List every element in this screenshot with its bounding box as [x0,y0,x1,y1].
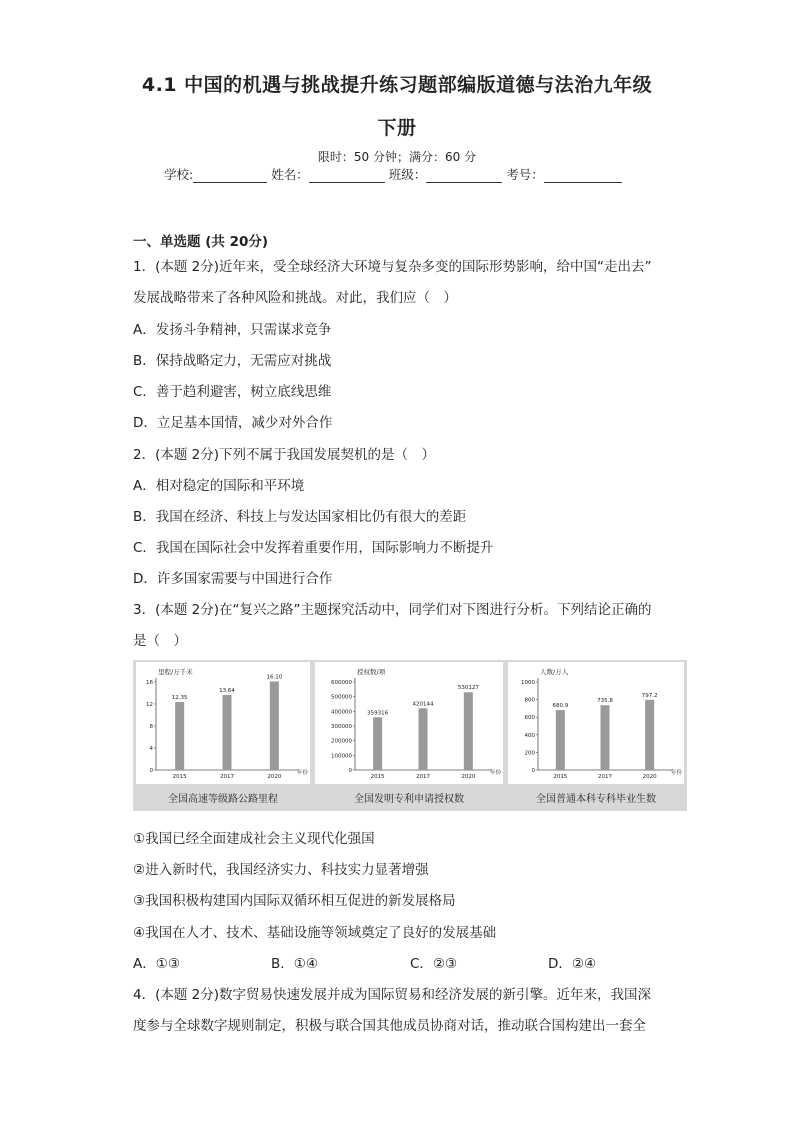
bar-2017 [419,708,428,770]
x-tick-label: 2015 [370,774,385,780]
chart-caption-1: 全国高速等级路公路里程 [168,794,278,805]
y-tick-label: 200 [524,750,535,757]
q3-statement-4: ④我国在人才、技术、基础设施等领域奠定了良好的发展基础 [133,925,497,941]
y-tick-label: 200000 [331,738,352,745]
y-tick-label: 500000 [331,694,352,701]
exam-info: 限时：50 分钟；满分：60 分 [317,150,477,164]
y-axis-label: 里程/万千米 [158,668,193,676]
student-info-fields [164,165,622,183]
x-tick-label: 2015 [172,774,187,780]
name-blank [309,168,385,183]
y-tick-label: 0 [149,768,153,774]
school-blank [193,168,267,183]
data-label: 16.10 [266,674,283,681]
y-tick-label: 600 [524,715,535,722]
q3-statement-1: ①我国已经全面建成社会主义现代化强国 [133,831,375,847]
y-tick-label: 4 [149,746,153,752]
section-title: 一、单选题 (共 20分) [133,234,269,250]
y-tick-label: 600000 [331,680,352,686]
number-label: 考号： [506,167,544,182]
y-tick-label: 300000 [331,724,352,730]
x-tick-label: 2015 [553,774,568,780]
data-label: 735.8 [597,698,613,705]
y-axis-label: 人数/万人 [540,668,569,676]
data-label: 359316 [367,710,389,717]
data-label: 797.2 [641,692,658,699]
chart-caption-2: 全国发明专利申请授权数 [354,794,464,805]
y-tick-label: 16 [146,680,153,686]
name-label: 姓名： [271,167,309,182]
q3-statement-2: ②进入新时代，我国经济实力、科技实力显著增强 [133,862,429,878]
q1-option-b: B．保持战略定力，无需应对挑战 [133,353,332,369]
bar-2020 [645,700,654,770]
q4-stem-line2: 度参与全球数字规则制定，积极与联合国其他成员协商对话，推动联合国构建出一套全 [133,1018,646,1034]
chart-patent-grants [315,662,503,784]
x-tick-label: 2020 [267,774,282,780]
y-tick-label: 800 [524,697,535,704]
x-tick-label: 2020 [461,774,476,780]
q3-choice-c: C．②③ [410,956,458,972]
q3-choice-a: A．①③ [133,956,180,972]
bar-2020 [464,692,473,770]
x-tick-label: 2017 [220,774,234,780]
q4-stem-line1: 4．(本题 2分)数字贸易快速发展并成为国际贸易和经济发展的新引擎。近年来，我国深 [133,987,652,1003]
x-tick-label: 2017 [416,774,430,780]
x-axis-label: 年份 [489,770,501,776]
y-tick-label: 0 [348,768,352,774]
q3-choice-b: B．①④ [271,956,318,972]
data-label: 12.35 [171,695,188,702]
q2-option-b: B．我国在经济、科技上与发达国家相比仍有很大的差距 [133,509,467,525]
y-tick-label: 1000 [521,680,535,686]
bar-2020 [270,681,279,770]
y-tick-label: 100000 [331,753,352,760]
y-tick-label: 12 [146,702,153,708]
number-blank [544,168,622,183]
y-tick-label: 8 [149,724,153,730]
x-tick-label: 2017 [598,774,612,780]
y-axis-label: 授权数/项 [357,668,386,676]
school-label: 学校: [164,167,194,182]
x-axis-label: 年份 [670,770,682,776]
chart-highway-mileage [136,662,310,784]
q1-option-d: D．立足基本国情，减少对外合作 [133,415,333,431]
q3-chart-figure [133,660,687,811]
class-label: 班级： [388,167,427,182]
chart-graduates [508,662,684,784]
bar-2017 [223,695,232,770]
q3-choice-d: D．②④ [548,956,597,972]
q1-stem-line1: 1．(本题 2分)近年来，受全球经济大环境与复杂多变的国际形势影响，给中国“走出去” [133,259,652,275]
bar-2015 [373,717,382,770]
q2-option-a: A．相对稳定的国际和平环境 [133,478,305,494]
data-label: 530127 [457,685,479,692]
x-axis-label: 年份 [296,770,308,776]
q1-option-a: A．发扬斗争精神，只需谋求竞争 [133,322,332,338]
q3-statement-3: ③我国积极构建国内国际双循环相互促进的新发展格局 [133,893,456,909]
data-label: 420144 [412,701,434,708]
q2-option-c: C．我国在国际社会中发挥着重要作用，国际影响力不断提升 [133,540,494,556]
page-title-line2: 下册 [377,117,417,139]
q1-option-c: C．善于趋利避害，树立底线思维 [133,384,332,400]
data-label: 13.64 [219,687,235,694]
class-blank [426,168,502,183]
y-tick-label: 400 [524,732,535,739]
bar-2017 [601,705,610,770]
bar-2015 [556,710,565,770]
y-tick-label: 0 [531,768,535,774]
chart-caption-3: 全国普通本科专科毕业生数 [536,794,656,805]
y-tick-label: 400000 [331,709,352,716]
x-tick-label: 2020 [642,774,657,780]
q2-stem: 2．(本题 2分)下列不属于我国发展契机的是（ ） [133,447,436,463]
data-label: 680.9 [552,703,569,710]
page-title: 4.1 中国的机遇与挑战提升练习题部编版道德与法治九年级 [141,74,653,96]
q3-stem-line1: 3．(本题 2分)在“复兴之路”主题探究活动中，同学们对下图进行分析。下列结论正确的 [133,602,652,618]
bar-2015 [175,702,184,770]
q1-stem-line2: 发展战略带来了各种风险和挑战。对此，我们应（ ） [133,290,457,306]
q2-option-d: D．许多国家需要与中国进行合作 [133,571,333,587]
q3-stem-line2: 是（ ） [133,633,187,649]
